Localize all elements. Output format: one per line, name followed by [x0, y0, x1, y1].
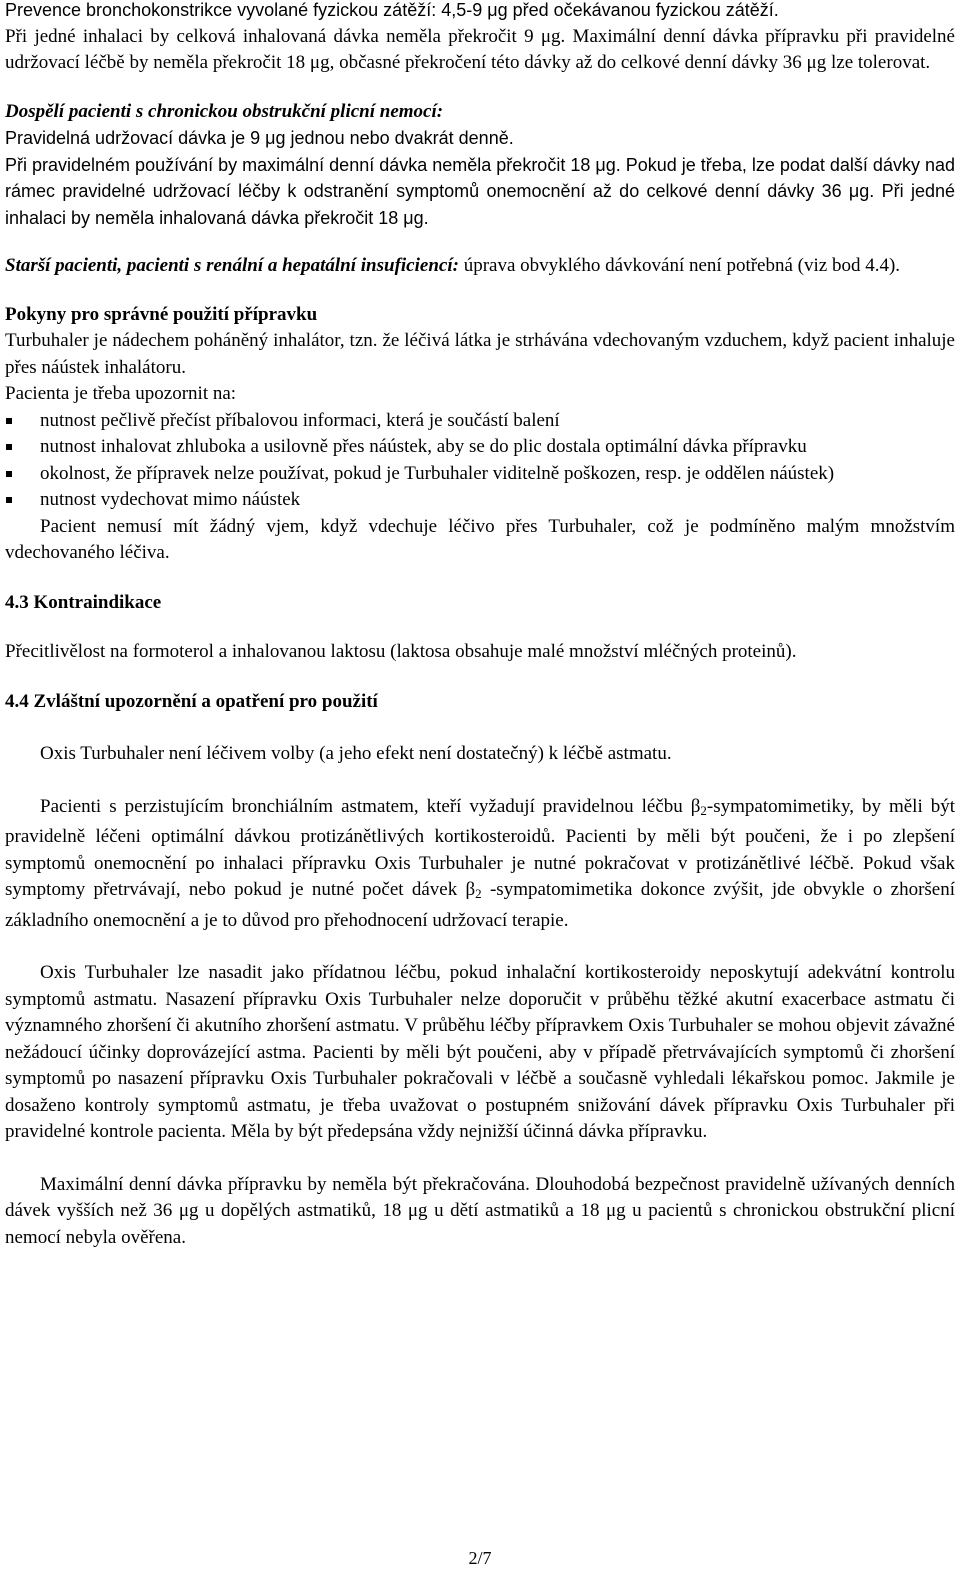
instructions-heading: Pokyny pro správné použití přípravku: [5, 303, 318, 325]
patient-warning-list: [5, 408, 955, 514]
bullet-icon: [6, 497, 12, 503]
contraindication-text: Přecitlivělost na formoterol a inhalovanou laktosu (laktosa obsahuje malé množství mléčných proteinů).: [5, 641, 797, 662]
bullet-icon: [6, 418, 12, 424]
bullet-icon: [6, 471, 12, 477]
document-page: [5, 0, 955, 1251]
section-4-3-heading: [5, 590, 955, 617]
turbuhaler-intro: Turbuhaler je nádechem poháněný inhalátor, tzn. že léčivá látka je strhávána vdechovaným vzduchem, když pacient inhaluje přes náústek inhalátoru.: [5, 330, 955, 378]
copd-heading: Dospělí pacienti s chronickou obstrukční plicní nemocí:: [5, 100, 444, 122]
section-title: Kontraindikace: [33, 591, 162, 613]
copd-maintenance-line: Pravidelná udržovací dávka je 9 μg jednou nebo dvakrát denně.: [5, 128, 514, 148]
copd-dose-paragraph: Při pravidelném používání by maximální denní dávka neměla překročit 18 μg. Pokud je třeba, lze podat další dávky nad rámec pravidelné udržovací léčby k odstranění symptomů onemocnění až do celkové denní dávky 36 μg. Při jedné inhalaci by neměla inhalovaná dávka překročit 18 μg.: [5, 154, 955, 228]
list-item: nutnost vydechovat mimo náústek: [5, 487, 955, 514]
page-number: 2/7: [468, 1548, 492, 1568]
warning-paragraph-4: Maximální denní dávka přípravku by neměla být překračována. Dlouhodobá bezpečnost pravidelně užívaných denních dávek vyšších než 36 μg u dopělých astmatiků, 18 μg u dětí astmatiků a 18 μg u pacientů s chronickou obstrukční plicní nemocí nebyla ověřena.: [5, 1173, 955, 1248]
inhalation-dose-paragraph: Při jedné inhalaci by celková inhalovaná dávka neměla překročit 9 μg. Maximální denní dávka přípravku při pravidelné udržovací léčbě by neměla překročit 18 μg, občasné překročení této dávky až do celkové denní dávky 36 μg lze tolerovat.: [5, 25, 955, 73]
bullet-icon: [6, 444, 12, 450]
warning-paragraph-2: Pacienti s perzistujícím bronchiálním astmatem, kteří vyžadují pravidelnou léčbu $\beta_2$-sympatomimetiky, by měli být pravidelně léčeni optimální dávkou protizánětlivých kortikosteroidů. Pacienti by měli být poučeni, že i po zlepšení symptomů onemocnění po inhalaci přípravku Oxis Turbuhaler je nutné pokračovat v protizánětlivé léčbě. Pokud však symptomy přetrvávají, nebo pokud je nutné počet dávek $\beta_2$ -sympatomimetika dokonce zvýšit, jde obvykle o zhoršení základního onemocnění a je to důvod pro přehodnocení udržovací terapie.: [5, 795, 955, 931]
warning-paragraph-1: Oxis Turbuhaler není léčivem volby (a jeho efekt není dostatečný) k léčbě astmatu.: [40, 743, 672, 764]
elderly-heading: Starší pacienti, pacienti s renální a hepatální insuficiencí:: [5, 255, 459, 276]
list-item: nutnost pečlivě přečíst příbalovou informaci, která je součástí balení: [5, 408, 955, 435]
list-item: okolnost, že přípravek nelze používat, pokud je Turbuhaler viditelně poškozen, resp. je oddělen náústek): [5, 461, 955, 488]
section-number: 4.3: [5, 591, 29, 613]
instructions-closing: Pacient nemusí mít žádný vjem, když vdechuje léčivo přes Turbuhaler, což je podmíněno malým množstvím vdechovaného léčiva.: [5, 515, 955, 563]
section-4-4-heading: [5, 689, 955, 716]
patient-warning-intro: Pacienta je třeba upozornit na:: [5, 383, 237, 404]
section-number: 4.4: [5, 690, 29, 712]
section-title: Zvláštní upozornění a opatření pro použití: [33, 690, 378, 712]
elderly-text: úprava obvyklého dávkování není potřebná (viz bod 4.4).: [458, 255, 901, 276]
list-item: nutnost inhalovat zhluboka a usilovně přes náústek, aby se do plic dostala optimální dávka přípravku: [5, 434, 955, 461]
exercise-prevention-line: Prevence bronchokonstrikce vyvolané fyzickou zátěží: 4,5-9 μg před očekávanou fyzickou zátěží.: [5, 0, 779, 20]
warning-paragraph-3: Oxis Turbuhaler lze nasadit jako přídatnou léčbu, pokud inhalační kortikosteroidy neposkytují adekvátní kontrolu symptomů astmatu. Nasazení přípravku Oxis Turbuhaler nelze doporučit v průběhu těžké akutní exacerbace astmatu či významného zhoršení či akutního zhoršení astmatu. V průběhu léčby přípravkem Oxis Turbuhaler se mohou objevit závažné nežádoucí účinky doprovázející astma. Pacienti by měli být poučeni, aby v případě přetrvávajících symptomů či zhoršení symptomů po nasazení přípravku Oxis Turbuhaler pokračovali v léčbě a současně vyhledali lékařskou pomoc. Jakmile je dosaženo kontroly symptomů astmatu, je třeba uvažovat o postupném snižování dávek přípravku Oxis Turbuhaler při pravidelné kontrole pacienta. Měla by být předepsána vždy nejnižší účinná dávka přípravku.: [5, 962, 955, 1142]
elderly-paragraph: [5, 253, 955, 280]
